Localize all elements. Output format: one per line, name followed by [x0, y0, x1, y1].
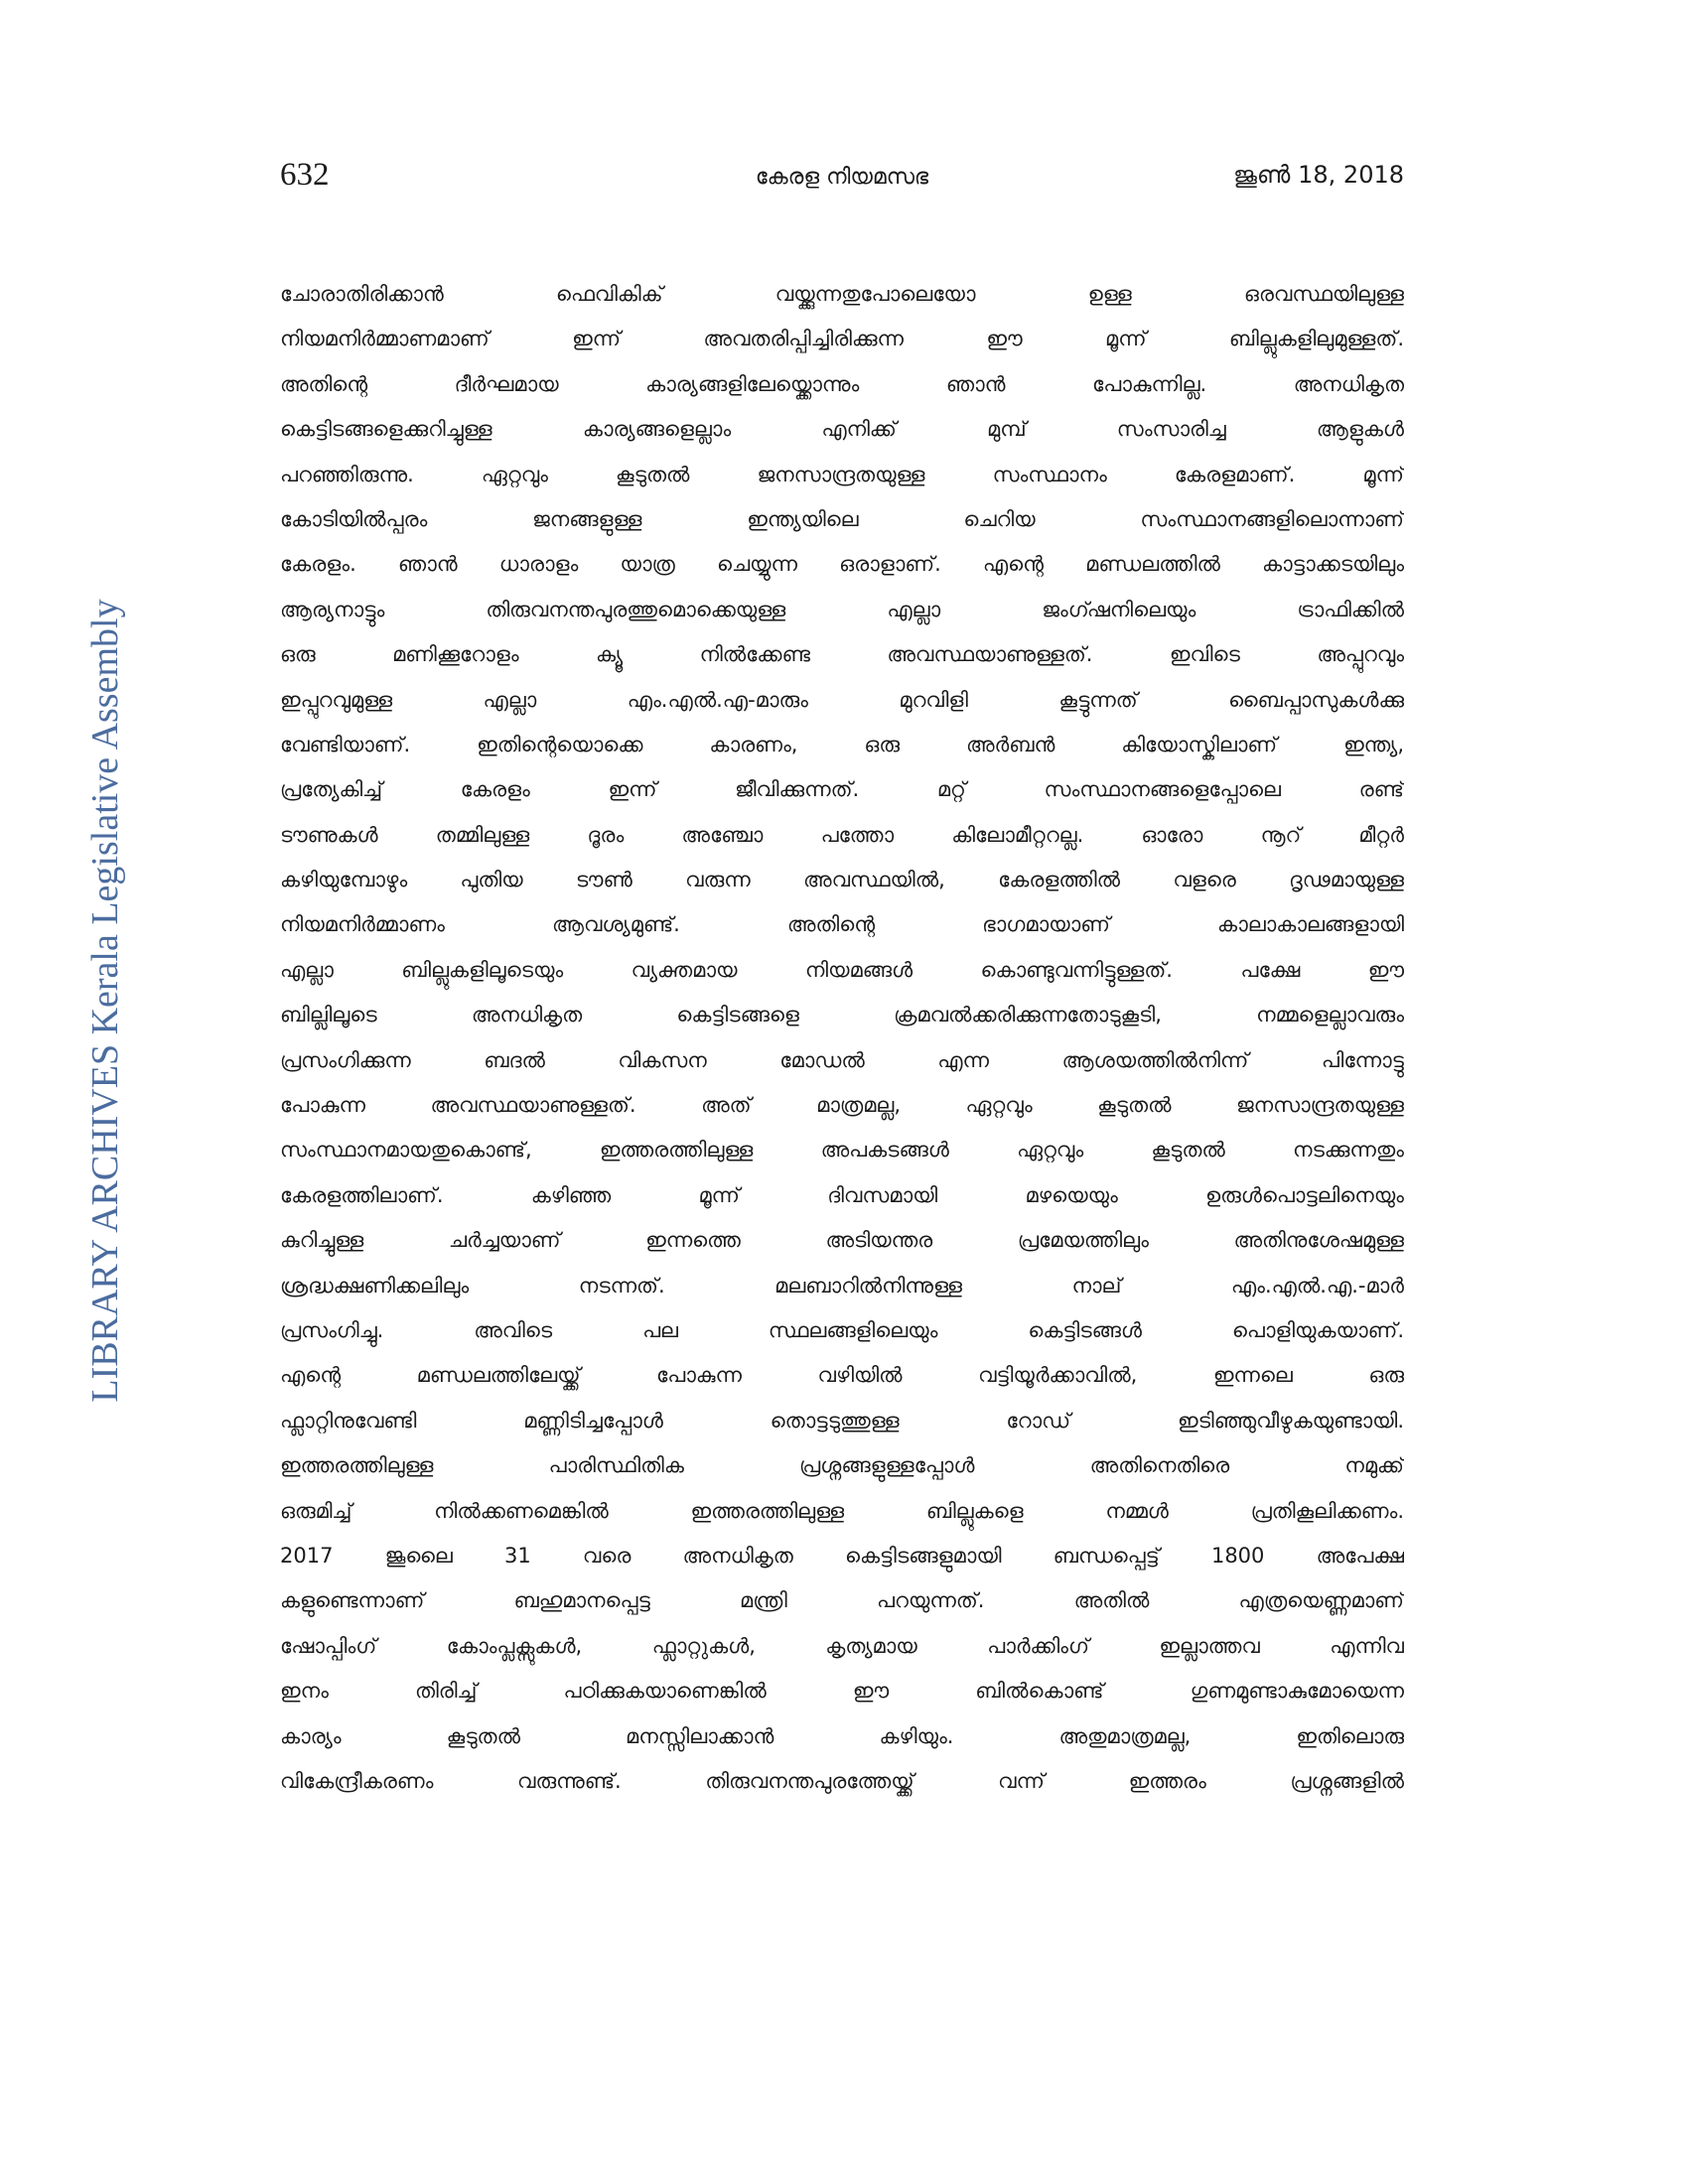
archive-watermark: LIBRARY ARCHIVES Kerala Legislative Assembly	[84, 599, 126, 1403]
text-line: അതിന്റെ ദീർഘമായ കാര്യങ്ങളിലേയ്ക്കൊന്നും ഞാൻ പോകുന്നില്ല. അനധികൃത	[280, 371, 1404, 396]
text-line: സംസ്ഥാനമായതുകൊണ്ട്, ഇത്തരത്തിലുള്ള അപകടങ്ങൾ ഏറ്റവും കൂടുതൽ നടക്കുന്നതും	[280, 1138, 1404, 1162]
text-line: കെട്ടിടങ്ങളെക്കുറിച്ചുള്ള കാര്യങ്ങളെല്ലാം എനിക്ക് മുമ്പ് സംസാരിച്ച ആളുകൾ	[280, 417, 1404, 442]
text-line: കഴിയുമ്പോഴും പുതിയ ടൗൺ വരുന്ന അവസ്ഥയിൽ, കേരളത്തിൽ വളരെ ദൃഢമായുള്ള	[280, 868, 1404, 892]
text-line: പറഞ്ഞിരുന്നു. ഏറ്റവും കൂടുതൽ ജനസാന്ദ്രതയുള്ള സംസ്ഥാനം കേരളമാണ്. മൂന്ന്	[280, 462, 1404, 486]
text-line: വേണ്ടിയാണ്. ഇതിന്റെയൊക്കെ കാരണം, ഒരു അർബൻ കിയോസ്കിലാണ് ഇന്ത്യ,	[280, 732, 1404, 756]
page-header	[280, 149, 1404, 199]
text-line: ഫ്ലാറ്റിനുവേണ്ടി മണ്ണിടിച്ചപ്പോൾ തൊട്ടടുത്തുള്ള റോഡ് ഇടിഞ്ഞുവീഴുകയുണ്ടായി.	[280, 1408, 1404, 1433]
text-line: 2017 ജൂലൈ 31 വരെ അനധികൃത കെട്ടിടങ്ങളുമായി ബന്ധപ്പെട്ട് 1800 അപേക്ഷ	[280, 1543, 1404, 1568]
text-line: ഇനം തിരിച്ച് പഠിക്കുകയാണെങ്കിൽ ഈ ബിൽകൊണ്ട് ഗുണമുണ്ടാകുമോയെന്ന	[280, 1679, 1404, 1704]
text-line: ബില്ലിലൂടെ അനധികൃത കെട്ടിടങ്ങളെ ക്രമവൽക്കരിക്കുന്നതോടുകൂടി, നമ്മളെല്ലാവരും	[280, 1003, 1404, 1027]
page-number: 632	[280, 157, 330, 193]
text-line: എല്ലാ ബില്ലുകളിലൂടെയും വ്യക്തമായ നിയമങ്ങൾ കൊണ്ടുവന്നിട്ടുള്ളത്. പക്ഷേ ഈ	[280, 957, 1404, 982]
text-line: കോടിയിൽപ്പരം ജനങ്ങളുള്ള ഇന്ത്യയിലെ ചെറിയ സംസ്ഥാനങ്ങളിലൊന്നാണ്	[280, 506, 1404, 531]
text-line: എന്റെ മണ്ഡലത്തിലേയ്ക്ക് പോകുന്ന വഴിയിൽ വട്ടിയൂർക്കാവിൽ, ഇന്നലെ ഒരു	[280, 1363, 1404, 1388]
header-title: കേരള നിയമസഭ	[755, 165, 929, 190]
text-line: പ്രസംഗിച്ചു. അവിടെ പല സ്ഥലങ്ങളിലെയും കെട്ടിടങ്ങൾ പൊളിയുകയാണ്.	[280, 1317, 1404, 1342]
text-line: നിയമനിർമ്മാണമാണ് ഇന്ന് അവതരിപ്പിച്ചിരിക്കുന്ന ഈ മൂന്ന് ബില്ലുകളിലുമുള്ളത്.	[280, 327, 1404, 351]
text-line: കാര്യം കൂടുതൽ മനസ്സിലാക്കാൻ കഴിയും. അതുമാത്രമല്ല, ഇതിലൊരു	[280, 1723, 1404, 1748]
text-line: ആര്യനാട്ടും തിരുവനന്തപുരത്തുമൊക്കെയുള്ള എല്ലാ ജംഗ്ഷനിലെയും ട്രാഫിക്കിൽ	[280, 597, 1404, 621]
body-text	[280, 272, 1404, 1804]
text-line: കേരളം. ഞാൻ ധാരാളം യാത്ര ചെയ്യുന്ന ഒരാളാണ്. എന്റെ മണ്ഡലത്തിൽ കാട്ടാക്കടയിലും	[280, 552, 1404, 577]
text-line: ഒരുമിച്ച് നിൽക്കണമെങ്കിൽ ഇത്തരത്തിലുള്ള ബില്ലുകളെ നമ്മൾ പ്രതികൂലിക്കണം.	[280, 1498, 1404, 1523]
header-date: ജൂൺ 18, 2018	[1233, 161, 1404, 189]
text-line: ഷോപ്പിംഗ് കോംപ്ലക്സുകൾ, ഫ്ലാറ്റുകൾ, കൃത്യമായ പാർക്കിംഗ് ഇല്ലാത്തവ എന്നിവ	[280, 1633, 1404, 1658]
text-line: ടൗണുകൾ തമ്മിലുള്ള ദൂരം അഞ്ചോ പത്തോ കിലോമീറ്ററല്ല. ഓരോ നൂറ് മീറ്റർ	[280, 822, 1404, 847]
text-line: കുറിച്ചുള്ള ചർച്ചയാണ് ഇന്നത്തെ അടിയന്തര പ്രമേയത്തിലും അതിനുശേഷമുള്ള	[280, 1228, 1404, 1253]
text-line: വികേന്ദ്രീകരണം വരുന്നുണ്ട്. തിരുവനന്തപുരത്തേയ്ക്ക് വന്ന് ഇത്തരം പ്രശ്നങ്ങളിൽ	[280, 1768, 1404, 1793]
text-line: പ്രസംഗിക്കുന്ന ബദൽ വികസന മോഡൽ എന്ന ആശയത്തിൽനിന്ന് പിന്നോട്ടു	[280, 1047, 1404, 1072]
text-line: ഒരു മണിക്കൂറോളം ക്യൂ നിൽക്കേണ്ട അവസ്ഥയാണുള്ളത്. ഇവിടെ അപ്പുറവും	[280, 642, 1404, 667]
text-line: നിയമനിർമ്മാണം ആവശ്യമുണ്ട്. അതിന്റെ ഭാഗമായാണ് കാലാകാലങ്ങളായി	[280, 912, 1404, 937]
text-line: ഇത്തരത്തിലുള്ള പാരിസ്ഥിതിക പ്രശ്നങ്ങളുള്ളപ്പോൾ അതിനെതിരെ നമുക്ക്	[280, 1453, 1404, 1478]
text-line: ഇപ്പുറവുമുള്ള എല്ലാ എം.എൽ.എ-മാരും മുറവിളി കൂട്ടുന്നത് ബൈപ്പാസുകൾക്കു	[280, 687, 1404, 712]
text-line: ചോരാതിരിക്കാൻ ഫെവികിക് വയ്ക്കുന്നതുപോലെയോ ഉള്ള ഒരവസ്ഥയിലുള്ള	[280, 282, 1404, 306]
text-line: കളുണ്ടെന്നാണ് ബഹുമാനപ്പെട്ട മന്ത്രി പറയുന്നത്. അതിൽ എത്രയെണ്ണമാണ്	[280, 1588, 1404, 1613]
text-line: പോകുന്ന അവസ്ഥയാണുള്ളത്. അത് മാത്രമല്ല, ഏറ്റവും കൂടുതൽ ജനസാന്ദ്രതയുള്ള	[280, 1093, 1404, 1118]
text-line: ശ്രദ്ധക്ഷണിക്കലിലും നടന്നത്. മലബാറിൽനിന്നുള്ള നാല് എം.എൽ.എ.-മാർ	[280, 1273, 1404, 1297]
text-line: പ്രത്യേകിച്ച് കേരളം ഇന്ന് ജീവിക്കുന്നത്. മറ്റ് സംസ്ഥാനങ്ങളെപ്പോലെ രണ്ട്	[280, 777, 1404, 802]
text-line: കേരളത്തിലാണ്. കഴിഞ്ഞ മൂന്ന് ദിവസമായി മഴയെയും ഉരുൾപൊട്ടലിനെയും	[280, 1182, 1404, 1207]
